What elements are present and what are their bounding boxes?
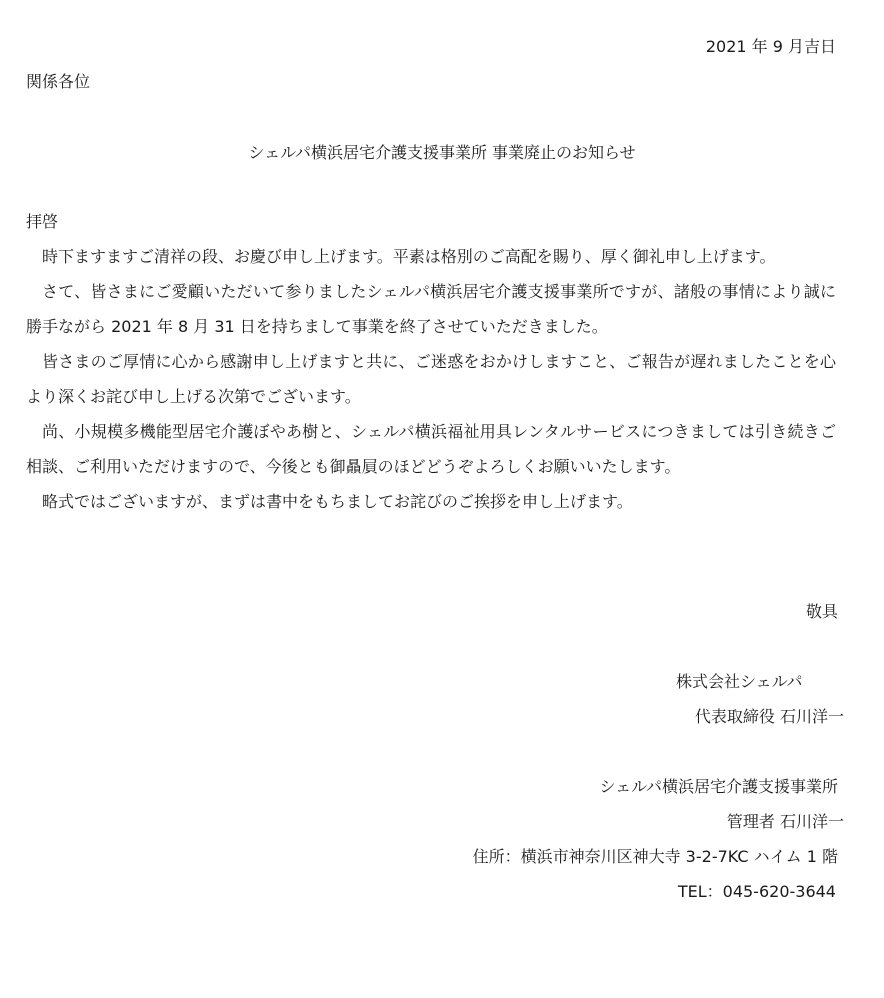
body-paragraph: 時下ますますご清祥の段、お慶び申し上げます。平素は格別のご高配を賜り、厚く御礼申し上げます。 xyxy=(42,247,776,266)
closing-word: 敬具 xyxy=(805,602,838,621)
opening-word: 拝啓 xyxy=(26,212,59,231)
body-paragraph: 略式ではございますが、まずは書中をもちましてお詫びのご挨拶を申し上げます。 xyxy=(42,492,633,511)
office-manager: 管理者 石川洋一 xyxy=(726,812,844,831)
body-paragraph: 皆さまのご厚情に心から感謝申し上げますと共に、ご迷惑をおかけしますこと、ご報告が遅れましたことを心より深くお詫び申し上げる次第でございます。 xyxy=(26,352,836,406)
letter-date: 2021 年 9 月吉日 xyxy=(705,37,836,56)
letter-body xyxy=(26,239,836,519)
addressee: 関係各位 xyxy=(26,72,91,91)
body-paragraph: さて、皆さまにご愛顧いただいて参りましたシェルパ横浜居宅介護支援事業所ですが、諸般の事情により誠に勝手ながら 2021 年 8 月 31 日を持ちまして事業を終了させていただきました。 xyxy=(26,282,836,336)
office-name: シェルパ横浜居宅介護支援事業所 xyxy=(599,777,838,796)
company-name: 株式会社シェルパ xyxy=(676,672,803,691)
office-address: 住所：横浜市神奈川区神大寺 3-2-7KC ハイム 1 階 xyxy=(472,847,838,866)
body-paragraph: 尚、小規模多機能型居宅介護ぼやあ樹と、シェルパ横浜福祉用具レンタルサービスにつきましては引き続きご相談、ご利用いただけますので、今後とも御贔屓のほどどうぞよろしくお願いいたします。 xyxy=(26,422,836,476)
letter-title: シェルパ横浜居宅介護支援事業所 事業廃止のお知らせ xyxy=(248,143,636,162)
company-representative: 代表取締役 石川洋一 xyxy=(694,707,844,726)
office-tel: TEL：045-620-3644 xyxy=(677,882,836,901)
